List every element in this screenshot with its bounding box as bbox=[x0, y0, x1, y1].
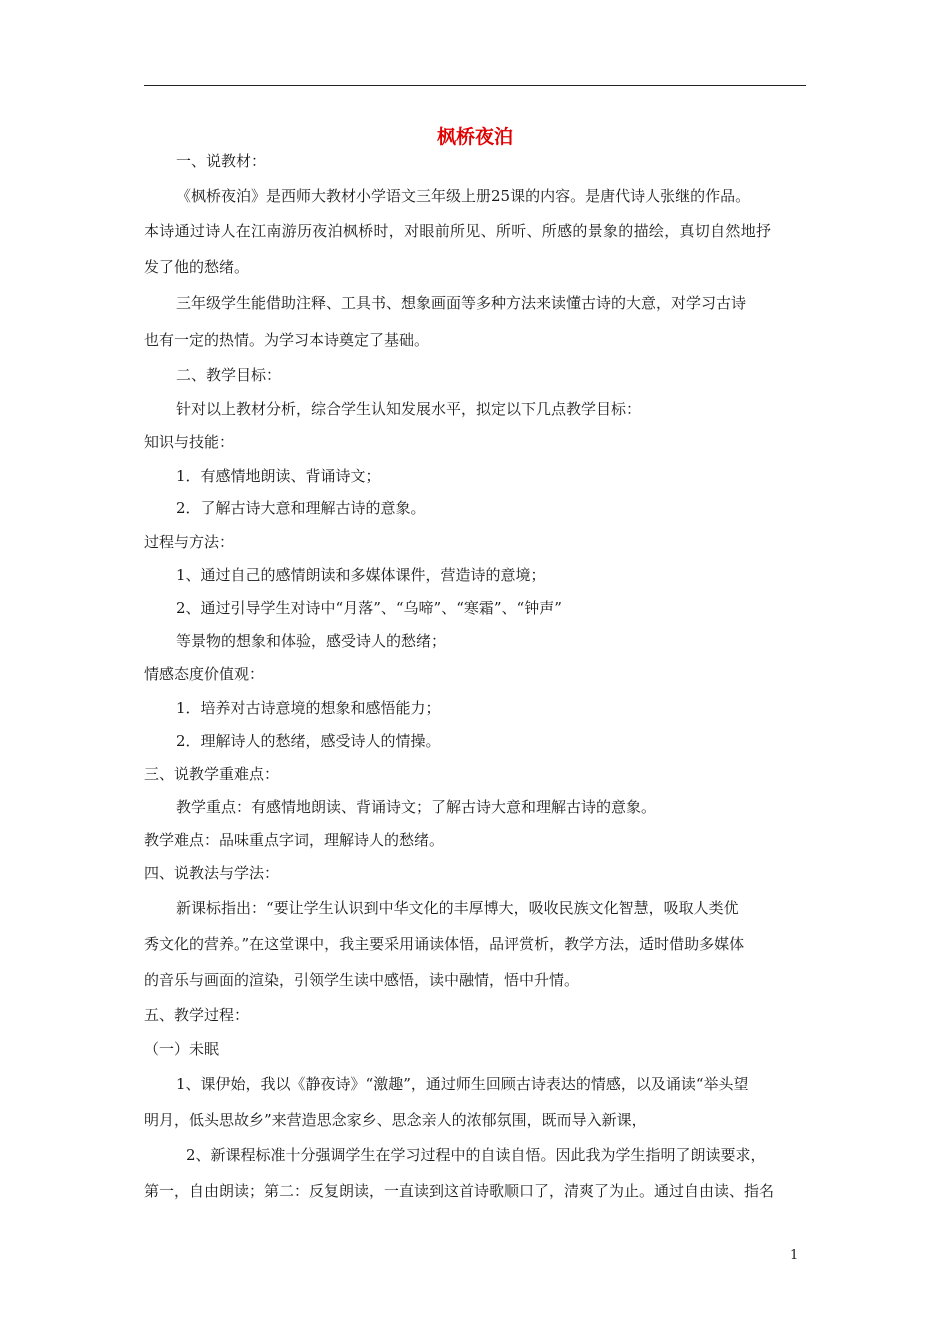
text-line: 情感态度价值观： bbox=[144, 665, 265, 683]
text-line: 五、教学过程： bbox=[144, 1006, 250, 1024]
text-line: 发了他的愁绪。 bbox=[144, 258, 250, 276]
text-line: 针对以上教材分析，综合学生认知发展水平，拟定以下几点教学目标： bbox=[176, 400, 642, 418]
text-line: 2．理解诗人的愁绪，感受诗人的情操。 bbox=[176, 732, 441, 750]
text-line: 三、说教学重难点： bbox=[144, 765, 280, 783]
text-line: 知识与技能： bbox=[144, 433, 235, 451]
text-line: 教学重点：有感情地朗读、背诵诗文；了解古诗大意和理解古诗的意象。 bbox=[176, 798, 657, 816]
text-line: 过程与方法： bbox=[144, 533, 235, 551]
text-line: 三年级学生能借助注释、工具书、想象画面等多种方法来读懂古诗的大意，对学习古诗 bbox=[176, 294, 747, 312]
text-line: （一）未眠 bbox=[144, 1040, 220, 1058]
text-line: 新课标指出：“要让学生认识到中华文化的丰厚博大，吸收民族文化智慧，吸取人类优 bbox=[176, 899, 739, 917]
text-line: 2、新课程标准十分强调学生在学习过程中的自读自悟。因此我为学生指明了朗读要求， bbox=[186, 1146, 766, 1164]
text-line: 明月，低头思故乡”来营造思念家乡、思念亲人的浓郁氛围，既而导入新课， bbox=[144, 1111, 647, 1129]
text-line: 四、说教法与学法： bbox=[144, 864, 280, 882]
text-line: 1、通过自己的感情朗读和多媒体课件，营造诗的意境； bbox=[176, 566, 546, 584]
text-line: 一、说教材： bbox=[176, 152, 267, 170]
text-line: 《枫桥夜泊》是西师大教材小学语文三年级上册25课的内容。是唐代诗人张继的作品。 bbox=[176, 187, 751, 205]
text-line: 本诗通过诗人在江南游历夜泊枫桥时，对眼前所见、所听、所感的景象的描绘，真切自然地抒 bbox=[144, 222, 772, 240]
text-line: 第一，自由朗读；第二：反复朗读，一直读到这首诗歌顺口了，清爽了为止。通过自由读、指名 bbox=[144, 1182, 775, 1200]
text-line: 2、通过引导学生对诗中“月落”、“乌啼”、“寒霜”、“钟声” bbox=[176, 599, 562, 617]
text-line: 1、课伊始，我以《静夜诗》“激趣”，通过师生回顾古诗表达的情感，以及诵读“举头望 bbox=[176, 1075, 749, 1093]
text-line: 的音乐与画面的渲染，引领学生读中感悟，读中融情，悟中升情。 bbox=[144, 971, 580, 989]
text-line: 1．培养对古诗意境的想象和感悟能力； bbox=[176, 699, 441, 717]
text-line: 1．有感情地朗读、背诵诗文； bbox=[176, 467, 381, 485]
text-line: 等景物的想象和体验，感受诗人的愁绪； bbox=[176, 632, 447, 650]
page-title: 枫桥夜泊 bbox=[436, 126, 513, 148]
text-line: 秀文化的营养。”在这堂课中，我主要采用诵读体悟，品评赏析，教学方法，适时借助多媒体 bbox=[144, 935, 745, 953]
text-line: 二、教学目标： bbox=[176, 366, 282, 384]
text-line: 2．了解古诗大意和理解古诗的意象。 bbox=[176, 499, 426, 517]
header-rule bbox=[144, 85, 806, 86]
page-number: 1 bbox=[790, 1248, 799, 1263]
text-line: 教学难点：品味重点字词，理解诗人的愁绪。 bbox=[144, 831, 445, 849]
text-line: 也有一定的热情。为学习本诗奠定了基础。 bbox=[144, 331, 430, 349]
